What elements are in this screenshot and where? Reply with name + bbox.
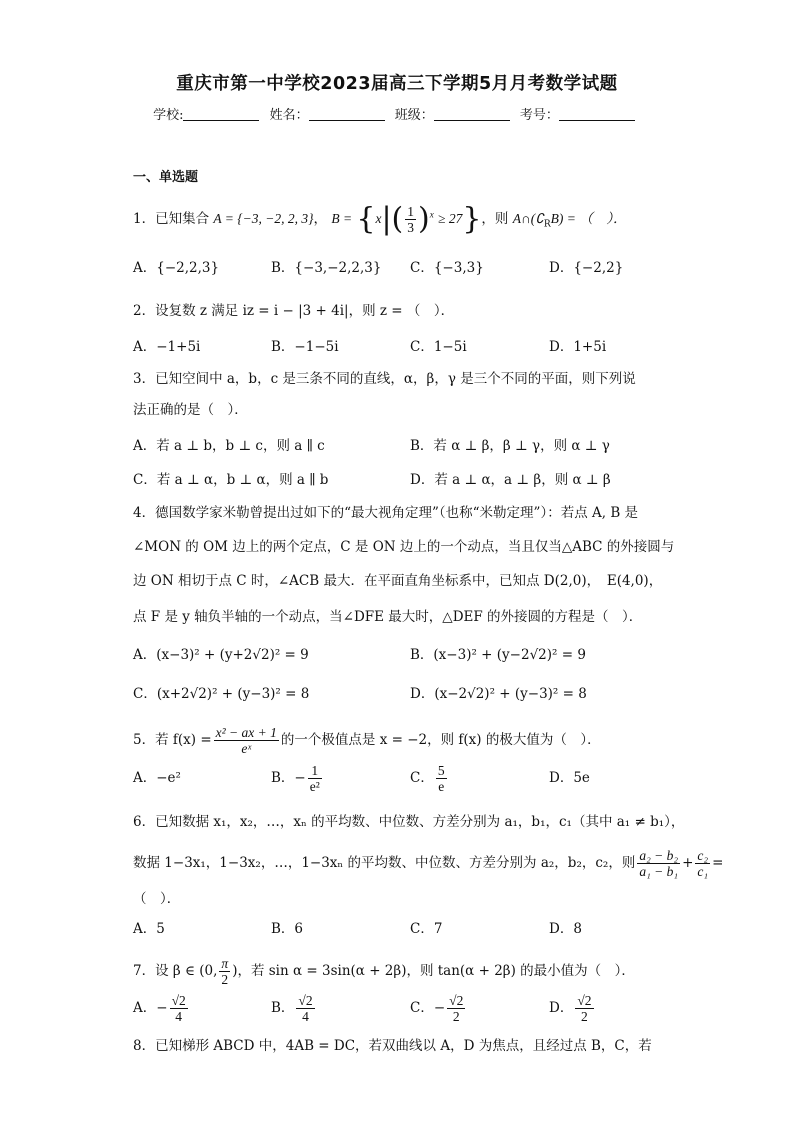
q6-plus: + [682,855,694,871]
q5-fraction-den: eˣ [241,741,252,756]
q7-text-a: 7．设 β ∈ (0, [133,963,218,979]
q2-option-b[interactable]: B．−1−5i [271,339,339,355]
q7-option-d-prefix: D． [549,1000,574,1016]
q2-option-c[interactable]: C．1−5i [410,339,467,355]
q5-option-c-prefix: C． [410,770,434,786]
q5-text-b: 的一个极值点是 x = −2，则 f(x) 的极大值为（ ）． [280,732,601,748]
question-3-line-1: 3．已知空间中 a，b，c 是三条不同的直线，α，β，γ 是三个不同的平面，则下列说 [133,371,636,387]
q3-option-c[interactable]: C．若 a ⊥ α，b ⊥ α，则 a ∥ b [133,472,329,488]
q1-text-a: 1．已知集合 [133,211,210,227]
section-heading: 一、单选题 [133,170,199,185]
q6-option-a[interactable]: A．5 [133,921,165,937]
q7-option-b[interactable] [271,993,317,1024]
q4-option-d[interactable]: D．(x−2√2)² + (y−3)² = 8 [410,686,587,702]
q6-fraction-1 [637,848,680,879]
question-6-line-1: 6．已知数据 x₁，x₂，…，xₙ 的平均数、中位数、方差分别为 a₁，b₁，c₁（其中 a₁ ≠ b₁）， [133,814,685,830]
q7-text-b: )，若 sin α = 3sin(α + 2β)，则 tan(α + 2β) 的最小值为（ ）． [232,963,635,979]
question-4-line-3: 边 ON 相切于点 C 时，∠ACB 最大．在平面直角坐标系中，已知点 D(2,0)， E(4,0)， [133,573,663,589]
q1-expr: A∩(∁ [512,211,544,226]
q1-text-b: ， [313,211,328,227]
q1-set-b-prefix: B = [331,211,353,226]
field-label-school: 学校: [153,108,184,123]
q7-option-d[interactable] [549,993,596,1024]
q5-option-b-den: e² [309,779,320,794]
q5-option-b-prefix: B．− [271,770,306,786]
school-blank [183,108,259,121]
q5-option-a[interactable]: A．−e² [133,770,181,786]
q1-bar-paren: |( [381,201,404,237]
q4-option-a[interactable]: A．(x−3)² + (y+2√2)² = 9 [133,647,309,663]
q1-option-a[interactable]: A．{−2,2,3} [133,260,220,276]
question-4-line-2: ∠MON 的 OM 边上的两个定点，C 是 ON 边上的一个动点，当且仅当△ABC 的外接圆与 [133,539,675,555]
q7-option-a-fraction [170,993,188,1024]
q1-option-c[interactable]: C．{−3,3} [410,260,484,276]
q7-option-c-fraction [447,993,465,1024]
q5-option-c[interactable] [410,763,449,794]
q5-option-b-num: 1 [308,763,322,779]
q1-left-brace: { [356,201,376,237]
q7-option-d-fraction [575,993,593,1024]
q5-option-c-num: 5 [437,763,445,778]
field-label-name: 姓名： [269,108,309,123]
q7-option-a-den: 4 [175,1009,183,1024]
q6-option-b[interactable]: B．6 [271,921,304,937]
q6-fraction-1-den: a₁ − b₁ [639,864,679,879]
q7-option-b-den: 4 [302,1009,309,1024]
question-1 [133,201,627,237]
q7-option-d-num: √2 [577,993,592,1008]
q7-pi-fraction [219,956,230,987]
q2-option-a[interactable]: A．−1+5i [133,339,201,355]
q6-fraction-2-den: c₁ [697,864,709,879]
q6-fraction-2-num: c₂ [697,848,709,863]
q2-option-d[interactable]: D．1+5i [549,339,607,355]
q6-option-c[interactable]: C．7 [410,921,443,937]
q7-option-d-den: 2 [581,1009,588,1024]
q7-option-b-prefix: B． [271,1000,295,1016]
q1-right-paren: ) [418,201,430,237]
q1-set-b-var: x [375,211,382,226]
question-4-line-1: 4．德国数学家米勒曾提出过如下的“最大视角定理”（也称“米勒定理”）：若点 A, B 是 [133,505,639,521]
q6-fraction-1-num: a₂ − b₂ [639,848,679,863]
question-7 [133,956,635,987]
q1-expr-sub: R [543,219,551,230]
q7-option-b-num: √2 [298,993,313,1008]
field-label-class: 班级： [394,108,434,123]
field-label-exam-number: 考号： [519,108,559,123]
q6-option-d[interactable]: D．8 [549,921,582,937]
q7-option-b-fraction [296,993,314,1024]
q1-expr-end: B) = （ ）． [550,211,627,226]
q6-fraction-2 [695,848,710,879]
q6-text: 数据 1−3x₁，1−3x₂，…，1−3xₙ 的平均数、中位数、方差分别为 a₂，b₂，c₂，则 [133,855,636,871]
q6-equals: = [712,855,724,871]
q5-option-d[interactable]: D．5e [549,770,590,786]
q5-option-c-fraction [436,763,447,794]
q3-option-b[interactable]: B．若 α ⊥ β，β ⊥ γ，则 α ⊥ γ [410,438,610,454]
q7-option-c-den: 2 [452,1009,460,1024]
q7-option-c-prefix: C．− [410,1000,446,1016]
exam-number-blank [559,108,635,121]
student-info-fields [0,104,794,123]
page-title: 重庆市第一中学校2023届高三下学期5月月考数学试题 [176,74,618,94]
q1-set-a: A = {−3, −2, 2, 3} [213,211,314,226]
q1-option-d[interactable]: D．{−2,2} [549,260,624,276]
q3-option-d[interactable]: D．若 a ⊥ α，a ⊥ β，则 α ⊥ β [410,472,611,488]
q5-option-c-den: e [438,779,445,794]
class-blank [434,108,510,121]
q5-fraction [214,725,279,756]
q7-pi-den: 2 [221,972,229,987]
q1-exponent: x [429,209,434,220]
q7-option-a[interactable] [133,993,190,1024]
question-4-line-4: 点 F 是 y 轴负半轴的一个动点，当∠DFE 最大时，△DEF 的外接圆的方程是（ ）． [133,609,643,625]
q5-option-b-fraction [308,763,322,794]
q7-option-c[interactable] [410,993,467,1024]
q7-pi-num: π [221,956,229,971]
question-8: 8．已知梯形 ABCD 中，4AB = DC，若双曲线以 A，D 为焦点，且经过点 B，C，若 [133,1038,652,1054]
q1-option-b[interactable]: B．{−3,−2,2,3} [271,260,382,276]
q4-option-b[interactable]: B．(x−3)² + (y−2√2)² = 9 [410,647,586,663]
question-2: 2．设复数 z 满足 iz = i − |3 + 4i|，则 z = （ ）． [133,303,455,319]
q4-option-c[interactable]: C．(x+2√2)² + (y−3)² = 8 [133,686,310,702]
question-5 [133,725,601,756]
q3-option-a[interactable]: A．若 a ⊥ b，b ⊥ c，则 a ∥ c [133,438,325,454]
q1-set-b-cond: ≥ 27 [438,211,463,226]
question-6-line-2 [133,848,723,879]
q7-option-a-num: √2 [171,993,186,1008]
question-6-line-3: （ ）． [133,891,181,907]
q5-option-b[interactable] [271,763,324,794]
q7-option-a-prefix: A．− [133,1000,168,1016]
name-blank [309,108,385,121]
q7-option-c-num: √2 [449,993,464,1008]
question-3-line-2: 法正确的是（ ）． [133,402,248,418]
q1-base-fraction: $\frac{1}{3}$ [407,204,415,235]
q5-fraction-num: x² − ax + 1 [215,725,277,740]
q1-text-c: ，则 [481,211,509,227]
q1-right-brace: } [462,201,482,237]
q5-text-a: 5．若 f(x) = [133,732,212,748]
